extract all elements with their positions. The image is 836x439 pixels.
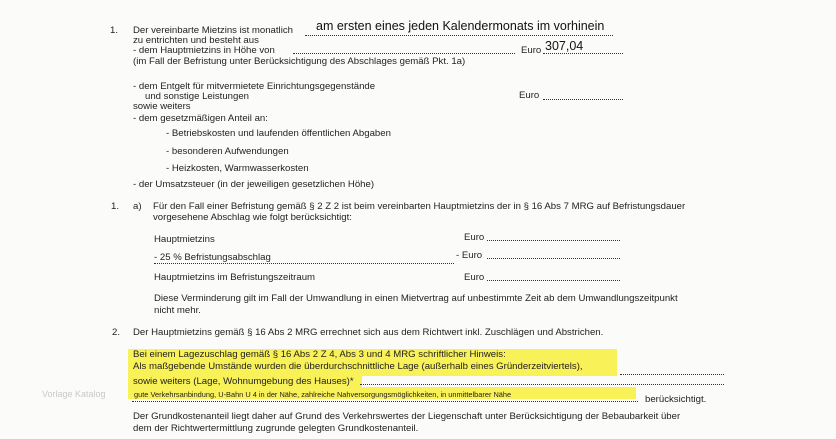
beruecksichtigt: berücksichtigt.: [645, 394, 707, 405]
list-item: - Betriebskosten und laufenden öffentlichen Abgaben: [166, 128, 391, 139]
row-label: Hauptmietzins: [154, 234, 215, 245]
hauptmietzins-label: - dem Hauptmietzins in Höhe von: [133, 45, 275, 56]
watermark: Vorlage Katalog: [42, 389, 106, 399]
row-amount-line: [487, 280, 620, 281]
section-number: 2.: [112, 327, 121, 338]
amount-line: [543, 53, 623, 54]
list-item: - besonderen Aufwendungen: [166, 146, 289, 157]
anteil-label: - dem gesetzmäßigen Anteil an:: [133, 113, 268, 124]
currency-label: Euro: [521, 45, 542, 56]
row-amount-line: [487, 240, 620, 241]
row-currency: Euro: [464, 232, 485, 243]
section-number: 1.: [110, 25, 119, 36]
currency-label-2: Euro: [519, 90, 540, 101]
befristung-note: (im Fall der Befristung unter Berücksichtigung des Abschlages gemäß Pkt. 1a): [133, 56, 466, 67]
lagezuschlag-heading: Bei einem Lagezuschlag gemäß § 16 Abs 2 Z 4, Abs 3 und 4 MRG schriftlicher Hinweis:: [133, 349, 506, 360]
umwandlung-note-1: Diese Verminderung gilt im Fall der Umwandlung in einen Mietvertrag auf unbestimmte Zeit ab dem Umwandlungszeitpunkt: [154, 293, 678, 304]
entgelt-amount-line: [543, 99, 623, 100]
row-currency: - Euro: [456, 250, 483, 261]
grundkosten-1: Der Grundkostenanteil liegt daher auf Grund des Verkehrswertes der Liegenschaft unter Berücksichtigung der Bebaubarkeit über: [133, 411, 681, 422]
amount-handwritten: 307,04: [545, 39, 584, 53]
entgelt-line1: - dem Entgelt für mitvermietete Einrichtungsgegenstände: [133, 81, 376, 92]
umwandlung-note-2: nicht mehr.: [154, 305, 201, 316]
befristung-text-2: vorgesehene Abschlag wie folgt berücksichtigt:: [153, 212, 352, 223]
ust-line: - der Umsatzsteuer (in der jeweiligen gesetzlichen Höhe): [133, 179, 375, 190]
handwritten-due-date: am ersten eines jeden Kalendermonats im vorhinein: [316, 19, 605, 33]
grundkosten-2: dem der Richtwertermittlung zugrunde gelegten Grundkostenanteil.: [133, 423, 419, 434]
due-line: [305, 35, 613, 36]
lage-line: [360, 384, 724, 385]
intro-line2: zu entrichten und besteht aus: [133, 35, 259, 46]
typed-underline: [132, 401, 638, 402]
row-currency: Euro: [464, 272, 485, 283]
befristung-text-1: Für den Fall einer Befristung gemäß § 2 Z 2 ist beim vereinbarten Hauptmietzins der in § 16 Abs 7 MRG auf Befristungsdauer: [153, 201, 686, 212]
row-label: Hauptmietzins im Befristungszeitraum: [154, 272, 316, 283]
section-number: 1.: [111, 201, 120, 212]
subsection-label: a): [133, 201, 142, 212]
intro-text: Der vereinbarte Mietzins ist monatlich: [133, 25, 293, 36]
hauptmietzins-line: [293, 53, 515, 54]
sowie-weiters: sowie weiters: [133, 101, 191, 112]
typed-lage-description: gute Verkehrsanbindung, U-Bahn U 4 in der Nähe, zahlreiche Nahversorgungsmöglichkeiten, in unmittelbarer Nähe: [134, 390, 512, 399]
lage-umstaende: Als maßgebende Umstände wurden die überdurchschnittliche Lage (außerhalb eines Gründerzeitviertels),: [133, 361, 583, 372]
row-label: - 25 % Befristungsabschlag: [154, 252, 271, 263]
lage-line-upper: [620, 374, 724, 375]
richtwert-text: Der Hauptmietzins gemäß § 16 Abs 2 MRG errechnet sich aus dem Richtwert inkl. Zuschlägen und Abstrichen.: [133, 327, 604, 338]
row-underline: [154, 263, 454, 264]
list-item: - Heizkosten, Warmwasserkosten: [166, 163, 309, 174]
entgelt-line2: und sonstige Leistungen: [145, 91, 250, 102]
lage-weiters: sowie weiters (Lage, Wohnumgebung des Hauses)*: [133, 376, 354, 387]
row-amount-line: [487, 258, 620, 259]
